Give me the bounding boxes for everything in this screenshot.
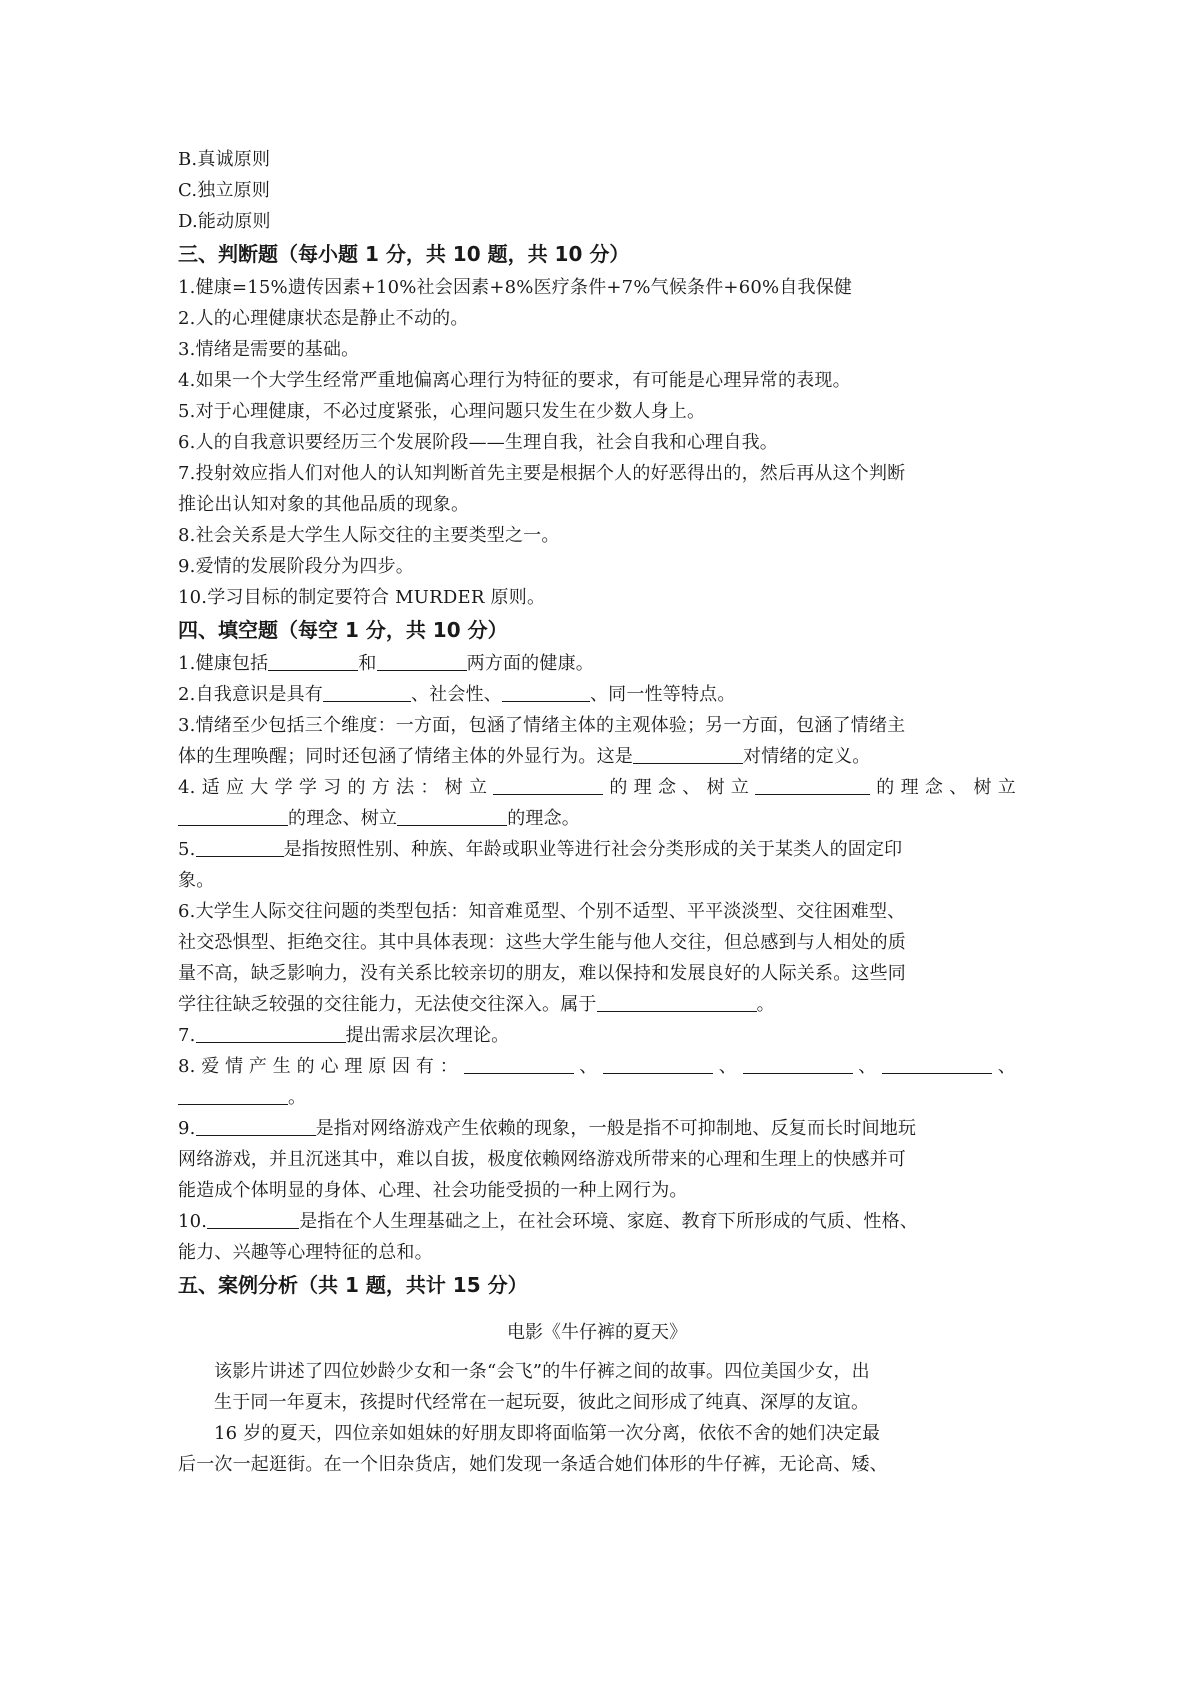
answer-blank[interactable] (323, 683, 411, 702)
fill-question-10-line-1: 10. 是指在个人生理基础之上，在社会环境、家庭、教育下所形成的气质、性格、 (178, 1211, 919, 1232)
fill-question-9-line-2: 网络游戏，并且沉迷其中，难以自拔，极度依赖网络游戏所带来的心理和生理上的快感并可 (178, 1149, 906, 1170)
case-paragraph-1-line-2: 生于同一年夏末，孩提时代经常在一起玩耍，彼此之间形成了纯真、深厚的友谊。 (214, 1392, 870, 1413)
section-4-heading: 四、填空题（每空 1 分，共 10 分） (178, 618, 508, 642)
fill-question-6-line-4: 学往往缺乏较强的交往能力，无法使交往深入。属于 。 (178, 994, 775, 1015)
answer-blank[interactable] (493, 776, 603, 795)
tf-item: 7.投射效应指人们对他人的认知判断首先主要是根据个人的好恶得出的，然后再从这个判断 (178, 463, 906, 484)
answer-blank[interactable] (597, 993, 757, 1012)
section-3-heading: 三、判断题（每小题 1 分，共 10 题，共 10 分） (178, 242, 630, 266)
answer-blank[interactable] (178, 1086, 288, 1105)
fill-question-4-line-1: 4.适应大学学习的方法：树立 的理念、树立 的理念、树立 (178, 777, 1016, 798)
fill-question-1: 1.健康包括 和 两方面的健康。 (178, 653, 594, 674)
case-paragraph-2-line-2: 后一次一起逛街。在一个旧杂货店，她们发现一条适合她们体形的牛仔裤，无论高、矮、 (178, 1454, 888, 1475)
tf-item: 3.情绪是需要的基础。 (178, 339, 360, 360)
answer-blank[interactable] (464, 1055, 574, 1074)
fill-question-5-line-2: 象。 (178, 870, 215, 891)
answer-blank[interactable] (207, 1210, 299, 1229)
tf-item: 9.爱情的发展阶段分为四步。 (178, 556, 414, 577)
option-b: B.真诚原则 (178, 149, 271, 170)
fill-question-9-line-1: 9. 是指对网络游戏产生依赖的现象，一般是指不可抑制地、反复而长时间地玩 (178, 1118, 917, 1139)
document-page (178, 144, 1016, 1480)
answer-blank[interactable] (882, 1055, 992, 1074)
answer-blank[interactable] (502, 683, 590, 702)
answer-blank[interactable] (196, 1117, 316, 1136)
fill-question-8-line-2: 。 (178, 1082, 1016, 1113)
tf-item: 4.如果一个大学生经常严重地偏离心理行为特征的要求，有可能是心理异常的表现。 (178, 370, 851, 391)
fill-question-3-line-1: 3.情绪至少包括三个维度：一方面，包涵了情绪主体的主观体验；另一方面，包涵了情绪主 (178, 715, 906, 736)
true-false-list (178, 272, 1016, 613)
fill-question-6-line-1: 6.大学生人际交往问题的类型包括：知音难觅型、个别不适型、平平淡淡型、交往困难型、 (178, 901, 906, 922)
answer-blank[interactable] (377, 652, 467, 671)
answer-blank[interactable] (268, 652, 358, 671)
answer-blank[interactable] (196, 1024, 346, 1043)
section-5-heading: 五、案例分析（共 1 题，共计 15 分） (178, 1273, 528, 1297)
fill-question-6-line-2: 社交恐惧型、拒绝交往。其中具体表现：这些大学生能与他人交往，但总感到与人相处的质 (178, 932, 906, 953)
fill-question-8-line-1: 8.爱情产生的心理原因有： 、 、 、 、 (178, 1056, 1017, 1077)
answer-blank[interactable] (633, 745, 743, 764)
answer-blank[interactable] (743, 1055, 853, 1074)
case-paragraph-1-line-1: 该影片讲述了四位妙龄少女和一条“会飞”的牛仔裤之间的故事。四位美国少女，出 (214, 1361, 870, 1382)
case-title: 电影《牛仔裤的夏天》 (507, 1322, 687, 1343)
answer-blank[interactable] (178, 807, 288, 826)
tf-item: 2.人的心理健康状态是静止不动的。 (178, 308, 469, 329)
option-d: D.能动原则 (178, 211, 271, 232)
fill-question-7: 7. 提出需求层次理论。 (178, 1025, 510, 1046)
fill-question-3-line-2: 体的生理唤醒；同时还包涵了情绪主体的外显行为。这是 对情绪的定义。 (178, 746, 871, 767)
option-c: C.独立原则 (178, 180, 271, 201)
tf-item-continued: 推论出认知对象的其他品质的现象。 (178, 494, 470, 515)
tf-item: 8.社会关系是大学生人际交往的主要类型之一。 (178, 525, 560, 546)
tf-item: 1.健康=15%遗传因素+10%社会因素+8%医疗条件+7%气候条件+60%自我保健 (178, 277, 853, 298)
fill-question-9-line-3: 能造成个体明显的身体、心理、社会功能受损的一种上网行为。 (178, 1180, 688, 1201)
fill-question-2: 2.自我意识是具有 、社会性、 、同一性等特点。 (178, 684, 736, 705)
case-paragraph-2-line-1: 16 岁的夏天，四位亲如姐妹的好朋友即将面临第一次分离，依依不舍的她们决定最 (214, 1423, 881, 1444)
fill-question-5-line-1: 5. 是指按照性别、种族、年龄或职业等进行社会分类形成的关于某类人的固定印 (178, 839, 903, 860)
fill-question-10-line-2: 能力、兴趣等心理特征的总和。 (178, 1242, 433, 1263)
answer-blank[interactable] (755, 776, 870, 795)
tf-item: 6.人的自我意识要经历三个发展阶段——生理自我，社会自我和心理自我。 (178, 432, 778, 453)
tf-item: 5.对于心理健康，不必过度紧张，心理问题只发生在少数人身上。 (178, 401, 706, 422)
tf-item: 10.学习目标的制定要符合 MURDER 原则。 (178, 587, 546, 608)
fill-question-4-line-2: 的理念、树立 的理念。 (178, 803, 1016, 834)
fill-question-6-line-3: 量不高，缺乏影响力，没有关系比较亲切的朋友，难以保持和发展良好的人际关系。这些同 (178, 963, 906, 984)
answer-blank[interactable] (196, 838, 284, 857)
answer-blank[interactable] (397, 807, 507, 826)
answer-blank[interactable] (603, 1055, 713, 1074)
